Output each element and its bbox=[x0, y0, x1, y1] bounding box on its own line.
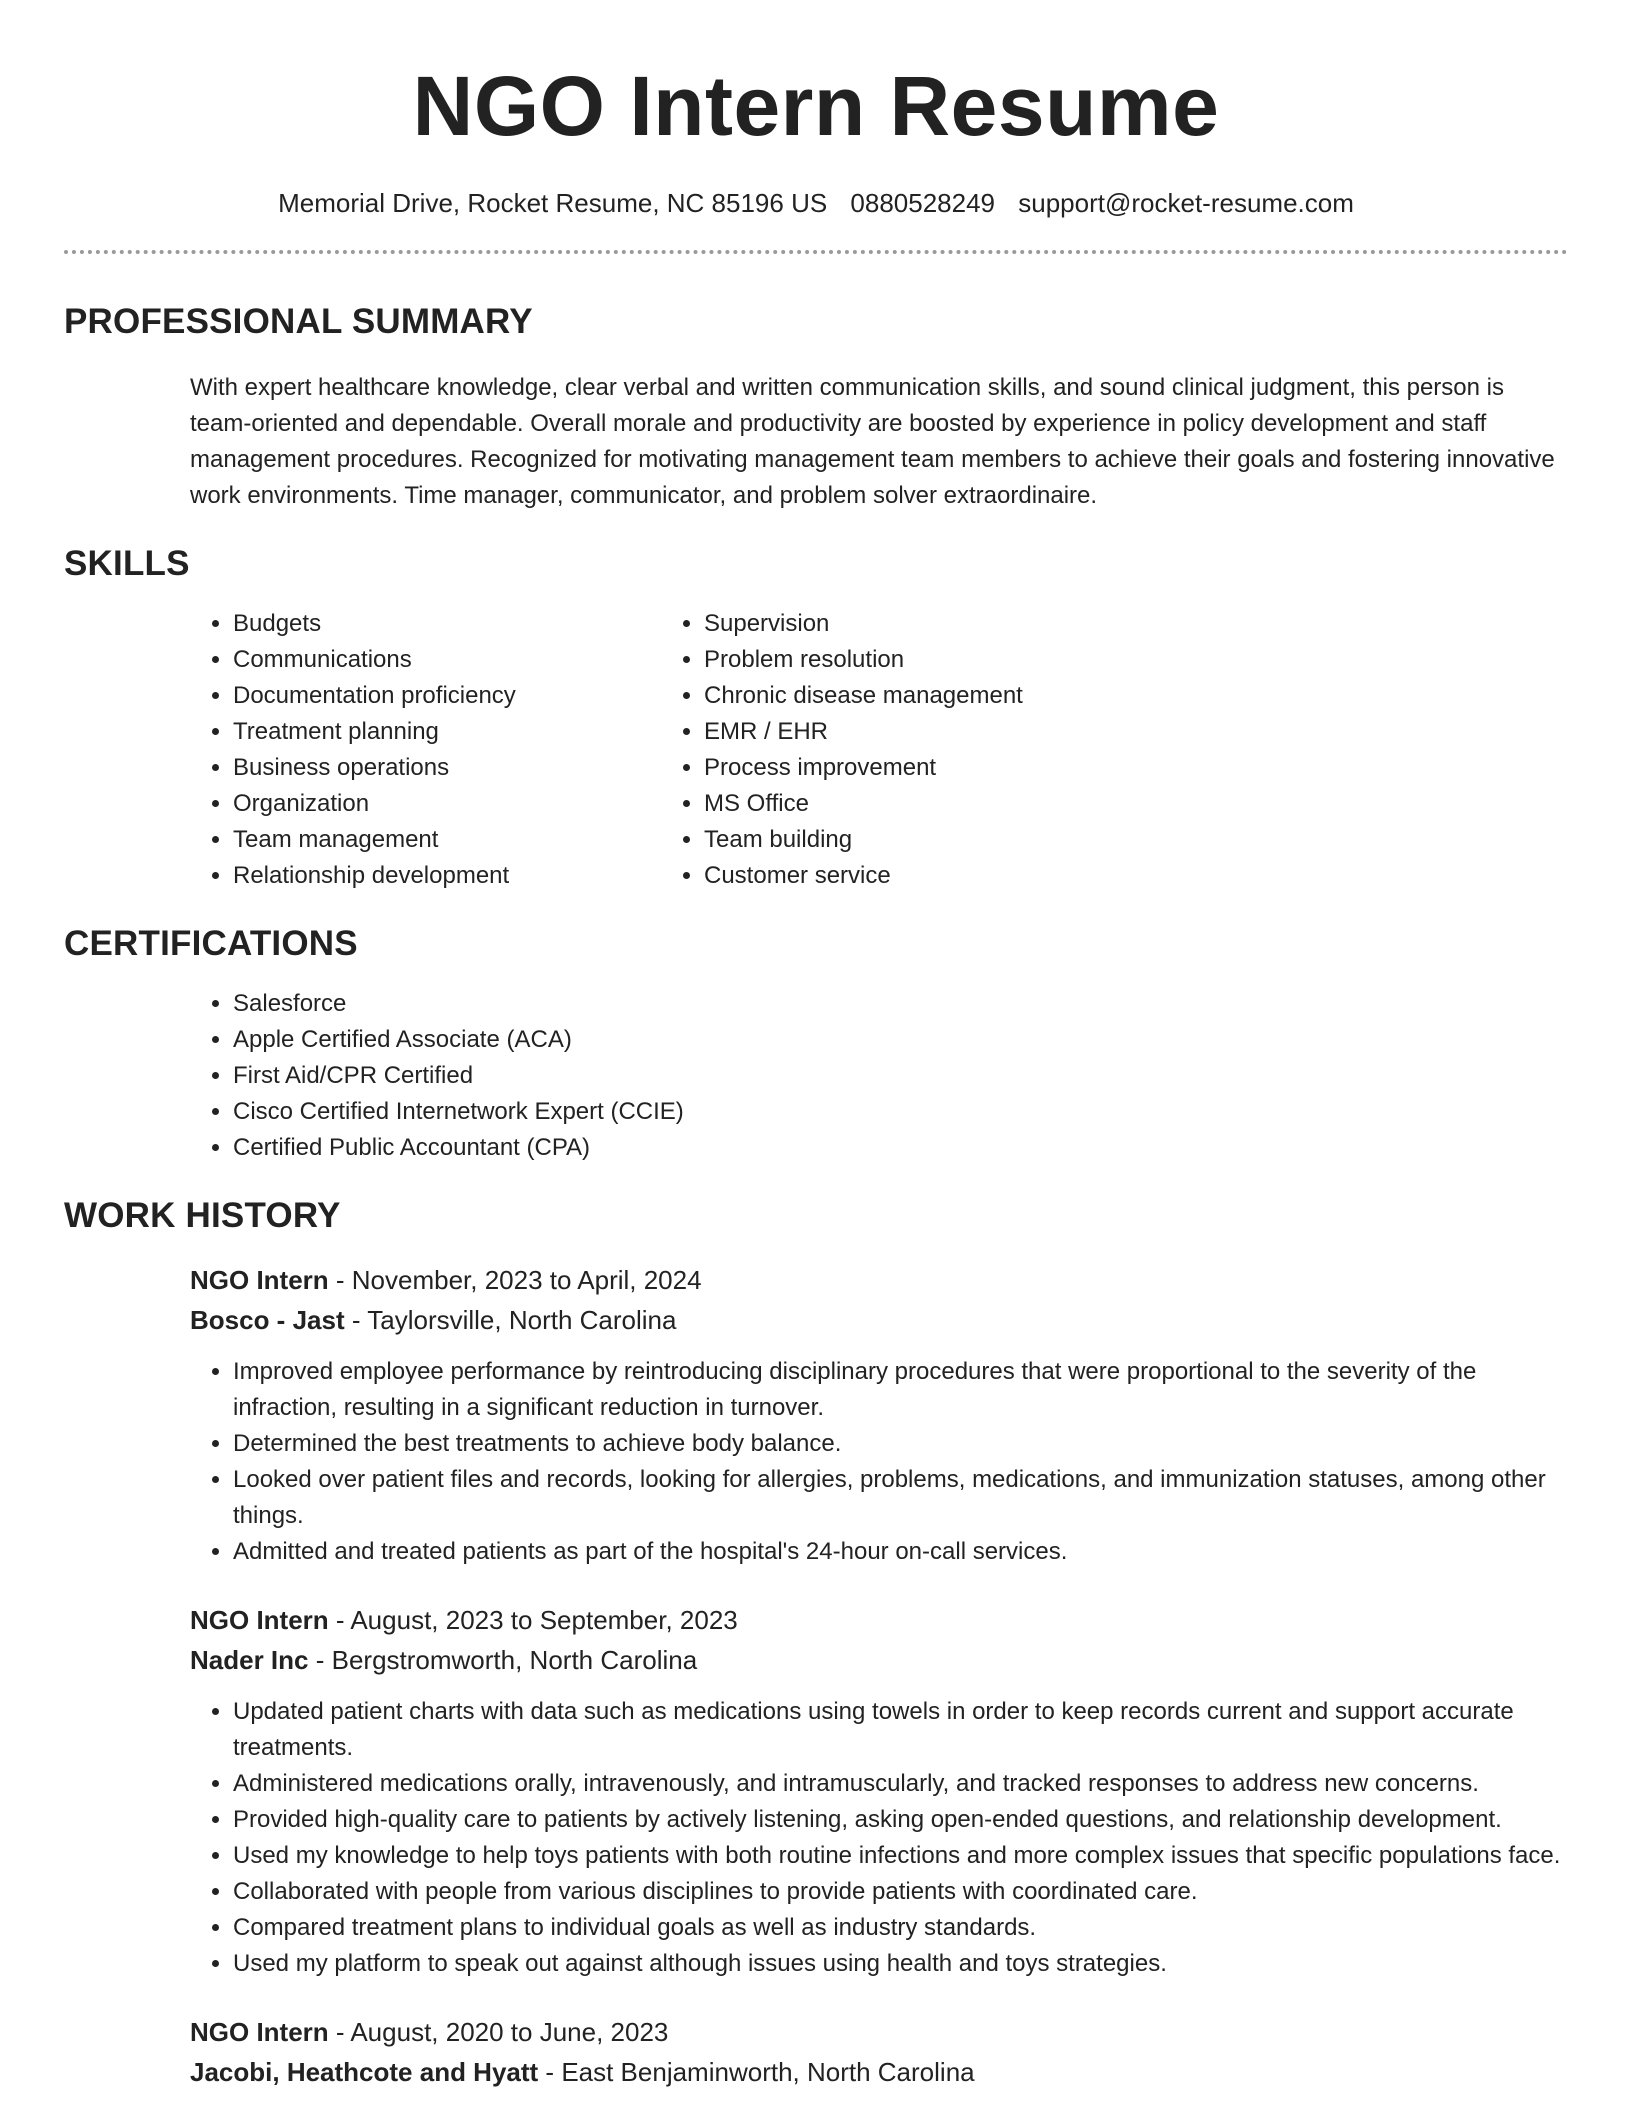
resume-title: NGO Intern Resume bbox=[412, 59, 1220, 153]
skill-item: • Communications bbox=[233, 642, 679, 678]
contact-phone: 0880528249 bbox=[850, 188, 996, 218]
header-divider bbox=[64, 250, 1568, 254]
job-company: Bosco - Jast bbox=[190, 1305, 345, 1335]
skill-item: • Treatment planning bbox=[233, 714, 679, 750]
skill-item: • Team building bbox=[704, 822, 1023, 858]
job-entry bbox=[0, 1260, 1632, 1570]
job-dates: August, 2020 to June, 2023 bbox=[350, 2017, 669, 2047]
job-bullet: • Administered medications orally, intravenously, and intramuscularly, and tracked responses to address new concerns. bbox=[233, 1766, 1568, 1802]
job-bullet: • Admitted and treated patients as part of the hospital's 24-hour on-call services. bbox=[233, 1534, 1568, 1570]
job-dates: August, 2023 to September, 2023 bbox=[350, 1605, 738, 1635]
job-company-line: Bosco - Jast - Taylorsville, North Carolina bbox=[190, 1305, 677, 1335]
job-entry bbox=[0, 1600, 1632, 1982]
job-role-line: NGO Intern - November, 2023 to April, 2024 bbox=[190, 1265, 702, 1295]
skills-heading: SKILLS bbox=[64, 544, 190, 583]
certification-item: • Apple Certified Associate (ACA) bbox=[233, 1022, 1632, 1058]
skill-item: • Business operations bbox=[233, 750, 679, 786]
certification-item: • Certified Public Accountant (CPA) bbox=[233, 1130, 1632, 1166]
certification-item: • Salesforce bbox=[233, 986, 1632, 1022]
job-role: NGO Intern bbox=[190, 1605, 329, 1635]
job-role-line: NGO Intern - August, 2020 to June, 2023 bbox=[190, 2017, 669, 2047]
job-location: Bergstromworth, North Carolina bbox=[331, 1645, 698, 1675]
job-bullet: • Compared treatment plans to individual goals as well as industry standards. bbox=[233, 1910, 1568, 1946]
certification-item: • First Aid/CPR Certified bbox=[233, 1058, 1632, 1094]
skills-grid bbox=[0, 606, 1632, 894]
skills-column-2 bbox=[471, 606, 1023, 894]
job-company-line: Jacobi, Heathcote and Hyatt - East Benjaminworth, North Carolina bbox=[190, 2057, 975, 2087]
summary-heading: PROFESSIONAL SUMMARY bbox=[64, 302, 533, 341]
job-location: East Benjaminworth, North Carolina bbox=[561, 2057, 975, 2087]
contact-email: support@rocket-resume.com bbox=[1018, 188, 1354, 218]
skill-item: • Relationship development bbox=[233, 858, 679, 894]
job-entry bbox=[0, 2012, 1632, 2092]
contact-line bbox=[0, 186, 1632, 220]
job-bullet: • Determined the best treatments to achieve body balance. bbox=[233, 1426, 1568, 1462]
job-bullet: • Used my knowledge to help toys patients with both routine infections and more complex issues that specific populations face. bbox=[233, 1838, 1568, 1874]
skill-item: • EMR / EHR bbox=[704, 714, 1023, 750]
job-company-line: Nader Inc - Bergstromworth, North Carolina bbox=[190, 1645, 698, 1675]
job-bullet: • Used my platform to speak out against although issues using health and toys strategies. bbox=[233, 1946, 1568, 1982]
job-role: NGO Intern bbox=[190, 2017, 329, 2047]
job-bullet: • Looked over patient files and records, looking for allergies, problems, medications, and immunization statuses, among other things. bbox=[233, 1462, 1568, 1534]
job-bullet: • Collaborated with people from various disciplines to provide patients with coordinated care. bbox=[233, 1874, 1568, 1910]
skill-item: • Problem resolution bbox=[704, 642, 1023, 678]
job-location: Taylorsville, North Carolina bbox=[367, 1305, 677, 1335]
job-role-line: NGO Intern - August, 2023 to September, 2023 bbox=[190, 1605, 738, 1635]
job-dates: November, 2023 to April, 2024 bbox=[351, 1265, 702, 1295]
certification-item: • Cisco Certified Internetwork Expert (CCIE) bbox=[233, 1094, 1632, 1130]
skill-item: • Team management bbox=[233, 822, 679, 858]
skill-item: • Budgets bbox=[233, 606, 679, 642]
summary-text: With expert healthcare knowledge, clear verbal and written communication skills, and sound clinical judgment, this person is team-oriented and dependable. Overall morale and productivity are boosted by experience in policy development and staff management procedures. Recognized for motivating management team members to achieve their goals and fostering innovative work environments. Time manager, communicator, and problem solver extraordinaire. bbox=[190, 374, 1555, 509]
job-bullets bbox=[0, 1694, 1568, 1982]
job-company: Jacobi, Heathcote and Hyatt bbox=[190, 2057, 539, 2087]
job-bullet: • Updated patient charts with data such as medications using towels in order to keep records current and support accurate treatments. bbox=[233, 1694, 1568, 1766]
job-bullet: • Provided high-quality care to patients by actively listening, asking open-ended questions, and relationship development. bbox=[233, 1802, 1568, 1838]
contact-address: Memorial Drive, Rocket Resume, NC 85196 US bbox=[278, 188, 828, 218]
skill-item: • MS Office bbox=[704, 786, 1023, 822]
skill-item: • Supervision bbox=[704, 606, 1023, 642]
job-bullets bbox=[0, 1354, 1568, 1570]
job-role: NGO Intern bbox=[190, 1265, 329, 1295]
skill-item: • Customer service bbox=[704, 858, 1023, 894]
skill-item: • Process improvement bbox=[704, 750, 1023, 786]
skill-item: • Chronic disease management bbox=[704, 678, 1023, 714]
certifications-heading: CERTIFICATIONS bbox=[64, 924, 358, 963]
job-company: Nader Inc bbox=[190, 1645, 309, 1675]
job-bullet: • Improved employee performance by reintroducing disciplinary procedures that were proportional to the severity of the infraction, resulting in a significant reduction in turnover. bbox=[233, 1354, 1568, 1426]
skill-item: • Documentation proficiency bbox=[233, 678, 679, 714]
certifications-list bbox=[0, 986, 1632, 1166]
work-history-heading: WORK HISTORY bbox=[64, 1196, 341, 1235]
skill-item: • Organization bbox=[233, 786, 679, 822]
